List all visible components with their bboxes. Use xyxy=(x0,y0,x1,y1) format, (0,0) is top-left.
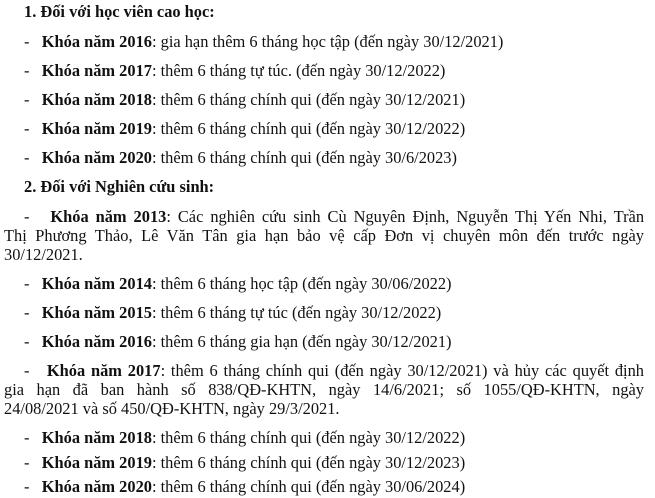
item-label: Khóa năm 2018 xyxy=(41,90,152,109)
item-label: Khóa năm 2020 xyxy=(41,477,152,496)
list-dash: - xyxy=(24,274,30,293)
list-dash: - xyxy=(24,119,30,138)
item-text: : thêm 6 tháng chính qui (đến ngày 30/12/2023) xyxy=(151,453,466,472)
item-text: : thêm 6 tháng tự túc (đến ngày 30/12/2022) xyxy=(151,303,442,322)
list-dash: - xyxy=(24,332,30,351)
item-label: Khóa năm 2017 xyxy=(41,61,152,80)
item-label: Khóa năm 2019 xyxy=(41,453,152,472)
list-item xyxy=(24,477,655,497)
item-text: : thêm 6 tháng chính qui (đến ngày 30/12/2022) xyxy=(151,428,466,447)
item-text: : thêm 6 tháng chính qui (đến ngày 30/12/2021) và hủy các quyết định xyxy=(160,361,644,380)
item-label: Khóa năm 2016 xyxy=(41,332,152,351)
list-item xyxy=(24,148,655,168)
list-item-2017-line-1 xyxy=(24,361,644,381)
list-item-2013-line-3: 30/12/2021. xyxy=(4,245,83,264)
item-label: Khóa năm 2013 xyxy=(50,207,167,226)
item-text: : thêm 6 tháng chính qui (đến ngày 30/6/2023) xyxy=(151,148,457,167)
list-item xyxy=(24,61,655,81)
list-dash: - xyxy=(24,303,30,322)
item-text: : thêm 6 tháng chính qui (đến ngày 30/12/2021) xyxy=(151,90,466,109)
list-item xyxy=(24,274,655,294)
list-dash: - xyxy=(24,361,30,380)
list-dash: - xyxy=(24,148,30,167)
item-text: : Các nghiên cứu sinh Cù Nguyên Định, Nguyễn Thị Yến Nhi, Trần xyxy=(166,207,645,226)
list-item xyxy=(24,303,655,323)
list-item xyxy=(24,32,655,52)
item-text: : thêm 6 tháng học tập (đến ngày 30/06/2022) xyxy=(151,274,452,293)
item-text: : thêm 6 tháng chính qui (đến ngày 30/12/2022) xyxy=(151,119,466,138)
section-1-heading: 1. Đối với học viên cao học: xyxy=(24,2,215,21)
list-dash: - xyxy=(24,61,30,80)
item-label: Khóa năm 2015 xyxy=(41,303,152,322)
list-item-2017-line-3: 24/08/2021 và số 450/QĐ-KHTN, ngày 29/3/2021. xyxy=(4,399,340,418)
item-text: : thêm 6 tháng chính qui (đến ngày 30/06/2024) xyxy=(151,477,466,496)
item-label: Khóa năm 2018 xyxy=(41,428,152,447)
list-dash: - xyxy=(24,207,30,226)
list-item xyxy=(24,119,655,139)
item-text: : thêm 6 tháng tự túc. (đến ngày 30/12/2022) xyxy=(151,61,446,80)
list-dash: - xyxy=(24,90,30,109)
list-item-2013-line-1 xyxy=(24,207,644,227)
item-text: : gia hạn thêm 6 tháng học tập (đến ngày 30/12/2021) xyxy=(151,32,504,51)
item-label: Khóa năm 2016 xyxy=(41,32,152,51)
item-text: : thêm 6 tháng gia hạn (đến ngày 30/12/2021) xyxy=(151,332,452,351)
list-item xyxy=(24,90,655,110)
list-item xyxy=(24,428,655,448)
list-item xyxy=(24,453,655,473)
list-dash: - xyxy=(24,428,30,447)
list-dash: - xyxy=(24,453,30,472)
list-item-2017-line-2: gia hạn đã ban hành số 838/QĐ-KHTN, ngày 14/6/2021; số 1055/QĐ-KHTN, ngày xyxy=(4,380,644,399)
section-2-heading: 2. Đối với Nghiên cứu sinh: xyxy=(24,177,215,196)
item-label: Khóa năm 2020 xyxy=(41,148,152,167)
item-label: Khóa năm 2019 xyxy=(41,119,152,138)
item-label: Khóa năm 2014 xyxy=(41,274,152,293)
list-dash: - xyxy=(24,477,30,496)
item-label: Khóa năm 2017 xyxy=(46,361,161,380)
list-dash: - xyxy=(24,32,30,51)
list-item xyxy=(24,332,655,352)
list-item-2013-line-2: Thị Phương Thảo, Lê Văn Tân gia hạn bảo vệ cấp Đơn vị chuyên môn đến trước ngày xyxy=(4,226,644,245)
